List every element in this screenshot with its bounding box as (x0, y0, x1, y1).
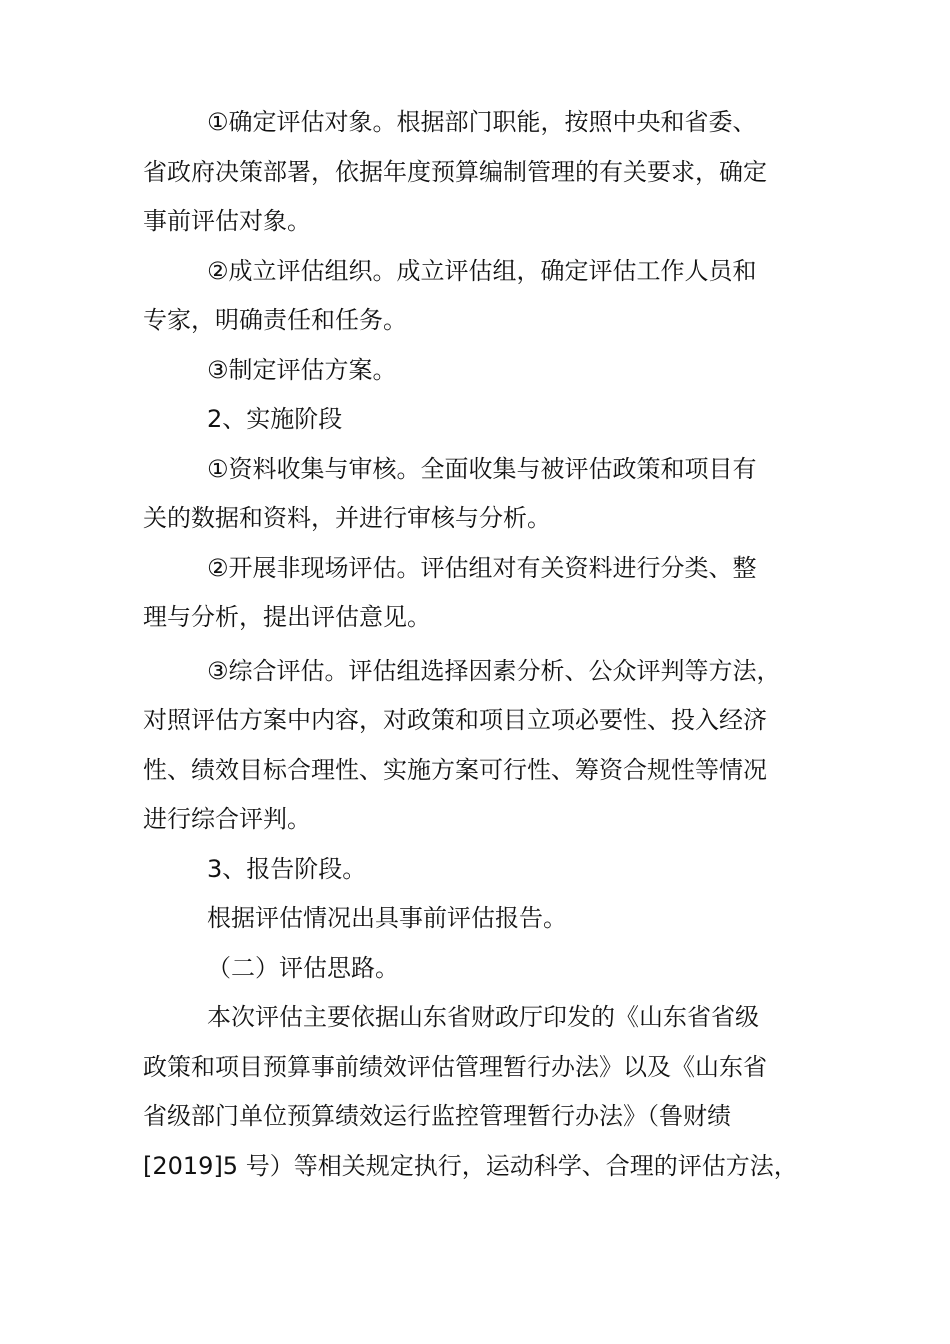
text-line: ①确定评估对象。根据部门职能，按照中央和省委、 (207, 108, 757, 136)
text-line: 进行综合评判。 (143, 805, 311, 833)
section-heading: （二）评估思路。 (207, 953, 399, 982)
section-heading: 3、报告阶段。 (207, 854, 367, 883)
text-line: 关的数据和资料，并进行审核与分析。 (143, 504, 551, 532)
text-line: 省级部门单位预算绩效运行监控管理暂行办法》（鲁财绩 (143, 1102, 731, 1130)
text-line: ③综合评估。评估组选择因素分析、公众评判等方法， (207, 656, 781, 685)
section-heading: 2、实施阶段 (207, 405, 343, 433)
text-line: ②开展非现场评估。评估组对有关资料进行分类、整 (207, 553, 757, 582)
text-line: 性、绩效目标合理性、实施方案可行性、筹资合规性等情况 (143, 755, 767, 784)
text-line: 省政府决策部署，依据年度预算编制管理的有关要求，确定 (143, 157, 767, 186)
text-line: [2019]5 号）等相关规定执行，运动科学、合理的评估方法， (143, 1151, 798, 1180)
text-line: 根据评估情况出具事前评估报告。 (207, 904, 567, 932)
text-line: ①资料收集与审核。全面收集与被评估政策和项目有 (207, 454, 757, 483)
text-line: 对照评估方案中内容，对政策和项目立项必要性、投入经济 (143, 706, 767, 734)
document-body (143, 98, 808, 1191)
text-line: 本次评估主要依据山东省财政厅印发的《山东省省级 (207, 1003, 759, 1031)
text-line: 政策和项目预算事前绩效评估管理暂行办法》以及《山东省 (143, 1052, 767, 1081)
text-line: ③制定评估方案。 (207, 355, 397, 384)
text-line: ②成立评估组织。成立评估组，确定评估工作人员和 (207, 256, 757, 285)
text-line: 事前评估对象。 (143, 207, 311, 235)
text-line: 专家，明确责任和任务。 (143, 306, 407, 334)
text-line: 理与分析，提出评估意见。 (143, 603, 431, 631)
